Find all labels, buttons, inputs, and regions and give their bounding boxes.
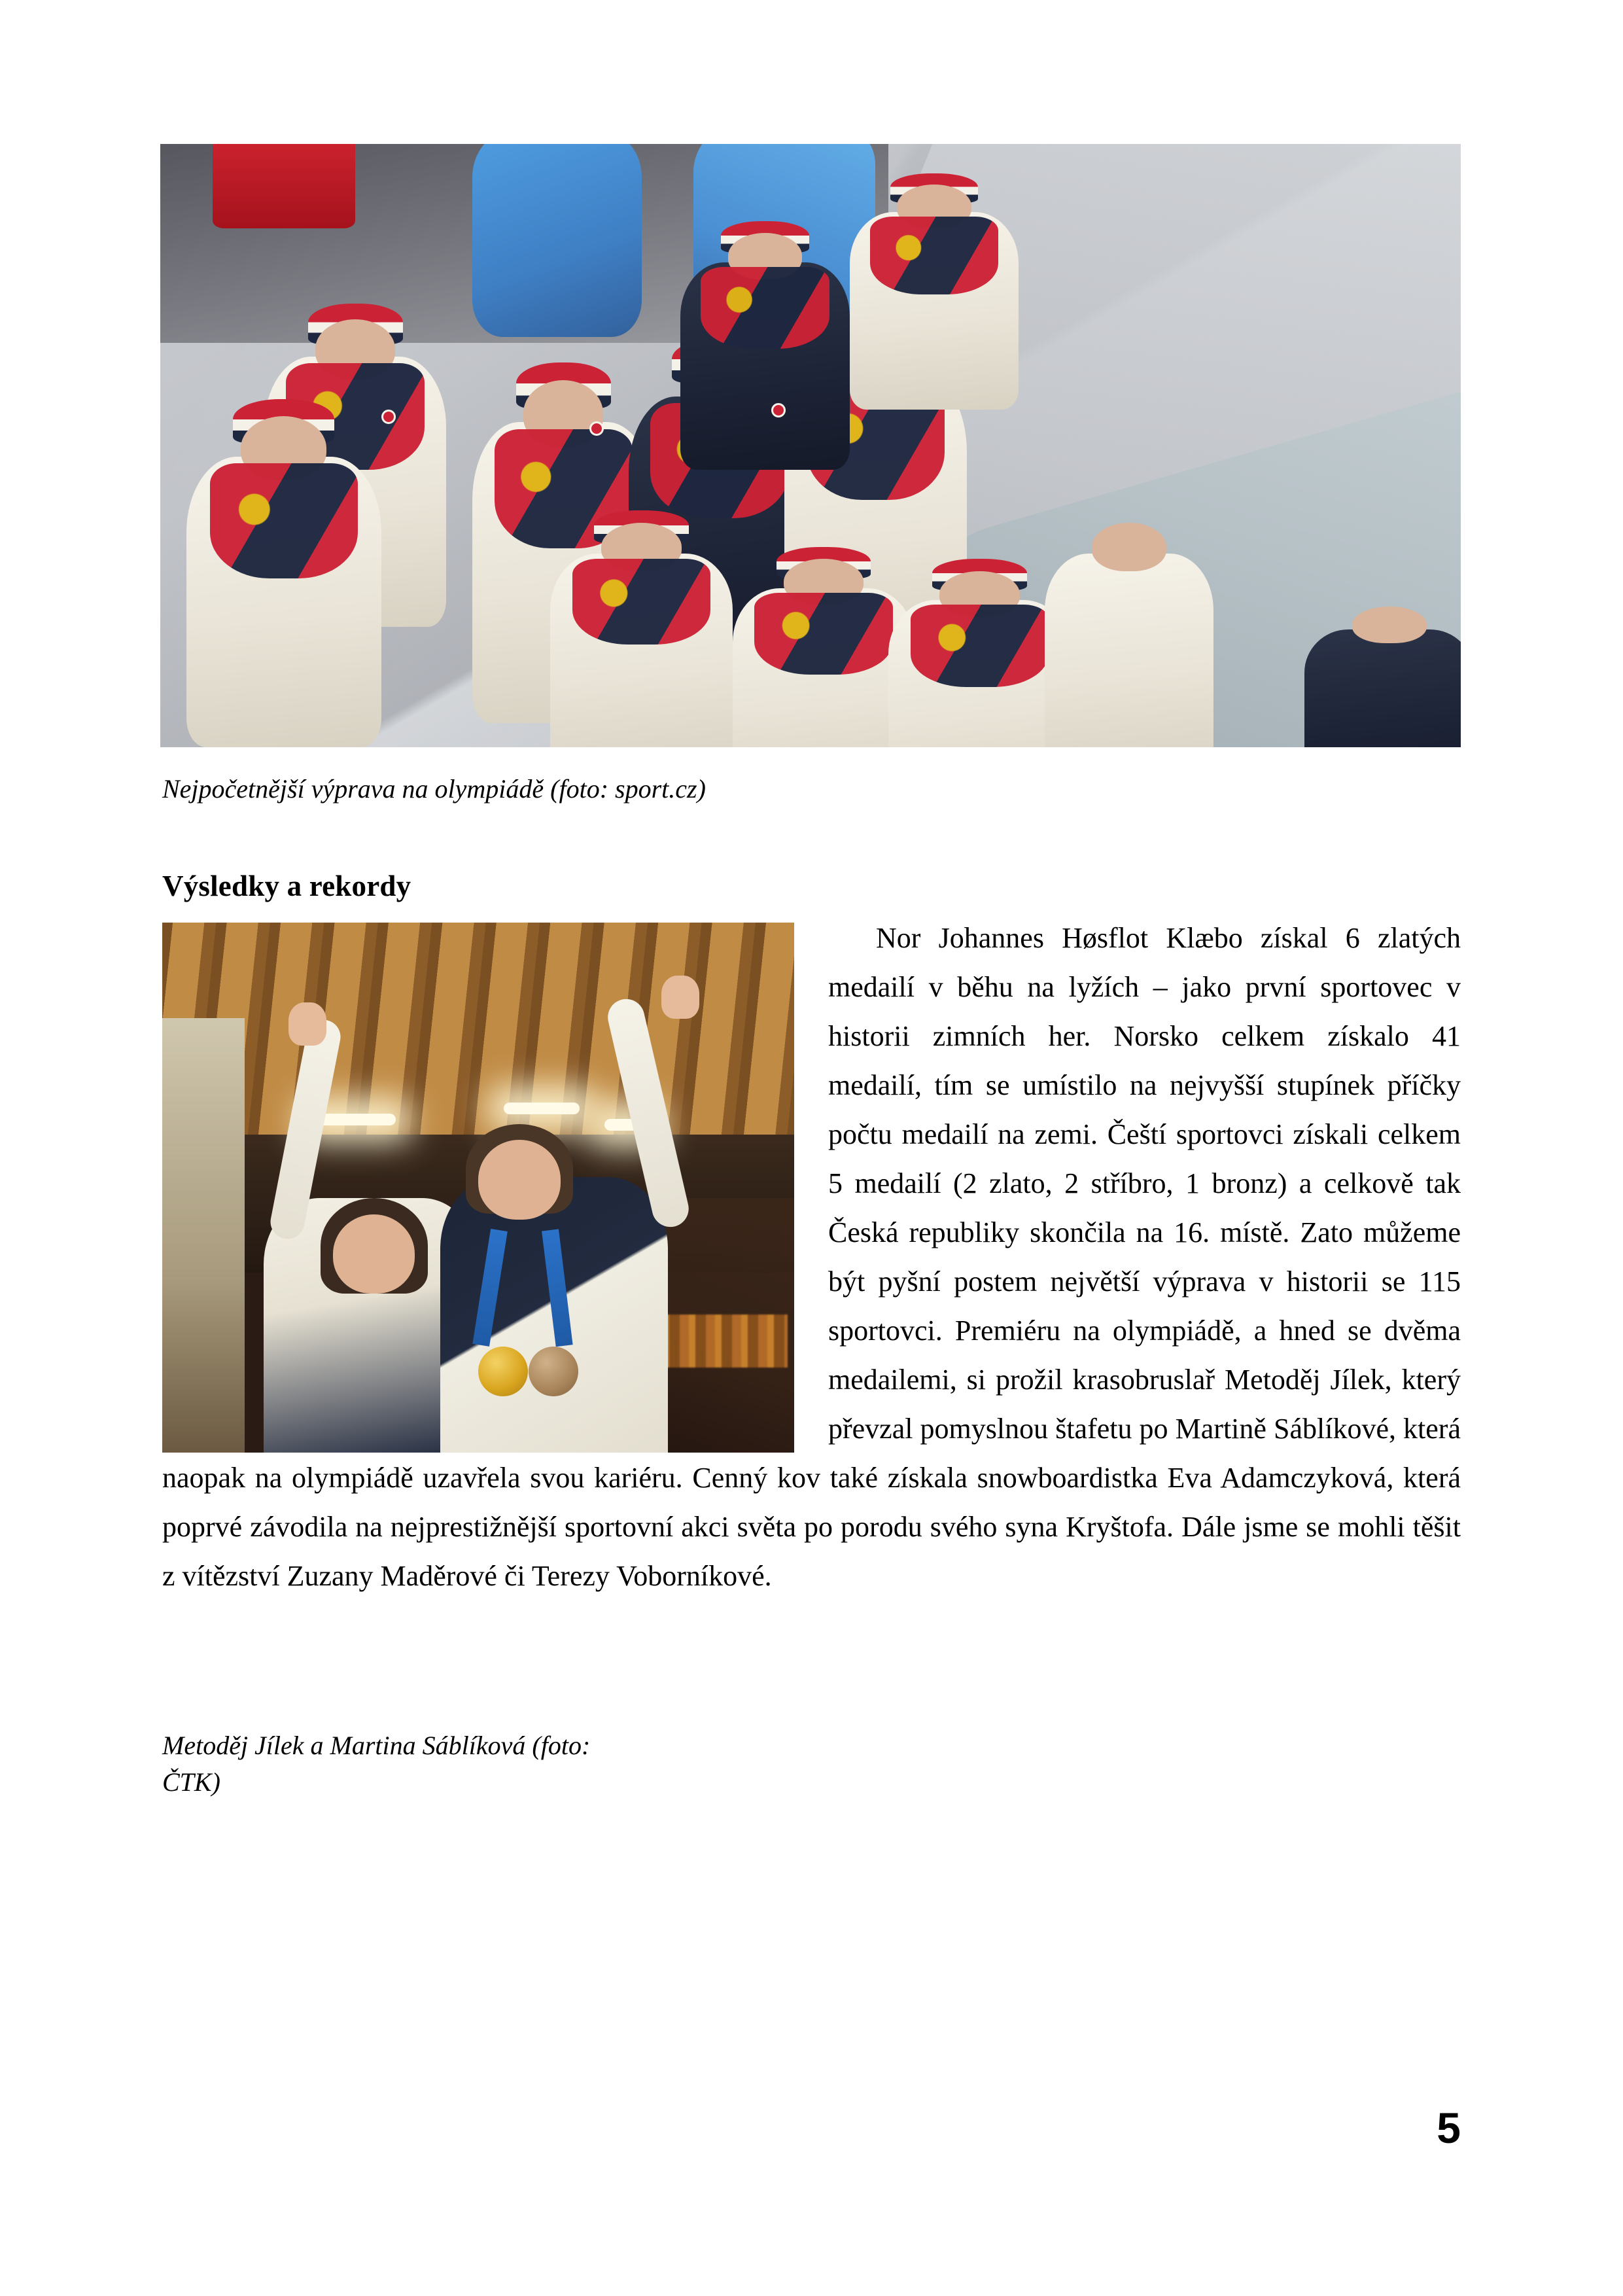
athlete-figure (186, 410, 381, 747)
section-heading: Výsledky a rekordy (162, 870, 411, 902)
athlete-coat (1045, 554, 1213, 747)
athlete-figure (888, 566, 1070, 747)
athlete-head (1352, 607, 1427, 643)
body-paragraph: Nor Johannes Høsflot Klæbo získal 6 zlatých medailí v běhu na lyžích – jako první sportovec v historii zimních her. Norsko celkem získalo 41 medailí, tím se umístilo na nejvyšší stupínek příčky počtu medailí na zemi. Čeští sportovci získali celkem 5 medailí (2 zlato, 2 stříbro, 1 bronz) a celkově tak Česká republiky skončila na 16. místě. Zato můžeme být pyšní postem největší výprava v historii se 115 sportovci. Premiéru na olympiádě, a hned se dvěma medailemi, si prožil krasobruslař Metoděj Jílek, který převzal pomyslnou štafetu po Martině Sáblíkové, která naopak na olympiádě uzavřela svou kariéru. Cenný kov také získala snowboardistka Eva Adamczyková, která poprvé závodila na nejprestižnější sportovní akci světa po porodu svého syna Kryštofa. Dále jsme se mohli těšit z vítězství Zuzany Maděrové či Terezy Voborníkové. (162, 922, 1461, 1592)
athlete-scarf (754, 593, 893, 675)
stone-wall (162, 1018, 245, 1453)
photo-olympic-delegation (160, 144, 1461, 747)
athlete-figure (733, 554, 915, 747)
athlete-face (478, 1140, 561, 1220)
athlete-blue-jacket-1 (472, 144, 641, 337)
athlete-figure-cheering (680, 228, 849, 470)
wooden-ceiling (162, 923, 794, 1156)
athlete-scarf (572, 559, 711, 645)
bronze-medal (529, 1347, 578, 1396)
article-body (162, 913, 1461, 1600)
spectator-red-coat (213, 144, 356, 228)
team-emblem-badge (381, 410, 396, 424)
team-emblem-badge (589, 421, 604, 436)
page-number: 5 (1437, 2104, 1461, 2152)
figure-caption-inline-line2: ČTK) (162, 1767, 220, 1797)
athlete-scarf (911, 605, 1049, 686)
athlete-figure (1304, 603, 1461, 747)
athlete-figure (850, 180, 1019, 409)
athlete-figure (550, 518, 732, 747)
gold-medal (478, 1347, 528, 1396)
athlete-figure-glasses (1045, 518, 1213, 747)
athlete-face (333, 1214, 415, 1294)
athlete-scarf (210, 463, 358, 578)
athlete-scarf (701, 267, 829, 349)
figure-caption-inline (162, 1727, 790, 1801)
figure-caption-inline-line1: Metoděj Jílek a Martina Sáblíková (foto: (162, 1731, 591, 1760)
athlete-hand (288, 1002, 326, 1046)
ceiling-light (314, 1114, 396, 1125)
athlete-scarf (870, 217, 998, 294)
athlete-hand (661, 976, 699, 1019)
ceiling-light (504, 1103, 580, 1114)
figure-caption-top: Nejpočetnější výprava na olympiádě (foto: sport.cz) (162, 774, 706, 804)
athlete-coat (1304, 629, 1461, 747)
photo-medalists (162, 923, 794, 1453)
athlete-head (1092, 523, 1166, 571)
